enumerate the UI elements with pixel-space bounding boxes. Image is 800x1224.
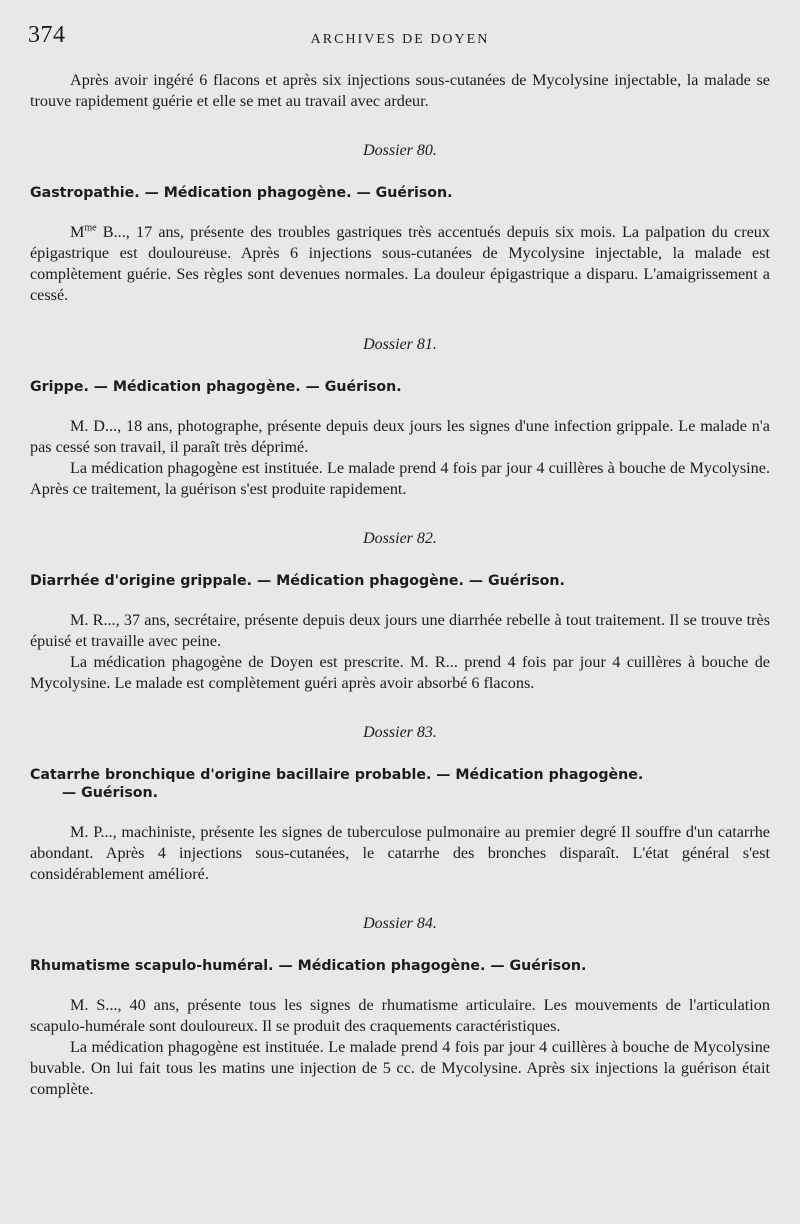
dossier-label: Dossier 81. xyxy=(363,336,437,353)
case-paragraph xyxy=(30,222,770,306)
case-paragraph: M. R..., 37 ans, secrétaire, présente depuis deux jours une diarrhée rebelle à tout traitement. Il se trouve très épuisé et travaille avec peine. xyxy=(30,611,770,650)
page-body xyxy=(30,70,770,1100)
case-paragraph: M. D..., 18 ans, photographe, présente depuis deux jours les signes d'une infection grippale. Le malade n'a pas cessé son travail, il paraît très déprimé. xyxy=(30,417,770,456)
case-heading: Gastropathie. — Médication phagogène. — Guérison. xyxy=(30,185,453,201)
dossier-label: Dossier 80. xyxy=(363,142,437,159)
title-abbreviation: M xyxy=(70,223,85,241)
page-number: 374 xyxy=(28,22,66,48)
page-header xyxy=(28,22,772,52)
dossier-label: Dossier 84. xyxy=(363,915,437,932)
case-heading: Rhumatisme scapulo-huméral. — Médication phagogène. — Guérison. xyxy=(30,958,587,974)
paragraph-text: B..., 17 ans, présente des troubles gastriques très accentués depuis six mois. La palpation du creux épigastrique est douloureuse. Après 6 injections sous-cutanées de Mycolysine injectable, la malade est complètement guérie. Ses règles sont devenues normales. La douleur épigastrique a disparu. L'amaigrissement a cessé. xyxy=(30,223,770,304)
case-dossier-80 xyxy=(30,142,770,306)
case-heading-continuation: — Guérison. xyxy=(62,785,159,801)
case-heading: Grippe. — Médication phagogène. — Guérison. xyxy=(30,379,402,395)
intro-paragraph: Après avoir ingéré 6 flacons et après six injections sous-cutanées de Mycolysine injectable, la malade se trouve rapidement guérie et elle se met au travail avec ardeur. xyxy=(30,71,770,110)
case-paragraph: La médication phagogène est instituée. Le malade prend 4 fois par jour 4 cuillères à bouche de Mycolysine buvable. On lui fait tous les matins une injection de 5 cc. de Mycolysine. Après six injections la guérison était complète. xyxy=(30,1038,770,1098)
dossier-label: Dossier 83. xyxy=(363,724,437,741)
case-heading: Diarrhée d'origine grippale. — Médication phagogène. — Guérison. xyxy=(30,573,565,589)
dossier-label: Dossier 82. xyxy=(363,530,437,547)
case-paragraph: M. P..., machiniste, présente les signes de tuberculose pulmonaire au premier degré Il souffre d'un catarrhe abondant. Après 4 injections sous-cutanées, le catarrhe des bronches disparaît. L'état général s'est considérablement amélioré. xyxy=(30,823,770,883)
running-title: ARCHIVES DE DOYEN xyxy=(310,32,490,47)
case-dossier-84 xyxy=(30,915,770,1100)
case-dossier-81 xyxy=(30,336,770,500)
case-paragraph: La médication phagogène de Doyen est prescrite. M. R... prend 4 fois par jour 4 cuillères à bouche de Mycolysine. Le malade est complètement guéri après avoir absorbé 6 flacons. xyxy=(30,653,770,692)
case-paragraph: M. S..., 40 ans, présente tous les signes de rhumatisme articulaire. Les mouvements de l'articulation scapulo-humérale sont douloureux. Il se produit des craquements caractéristiques. xyxy=(30,996,770,1035)
case-dossier-82 xyxy=(30,530,770,694)
case-heading-line: Catarrhe bronchique d'origine bacillaire probable. — Médication phagogène. xyxy=(30,767,644,783)
title-superscript: me xyxy=(84,222,97,234)
case-paragraph: La médication phagogène est instituée. Le malade prend 4 fois par jour 4 cuillères à bouche de Mycolysine. Après ce traitement, la guérison s'est produite rapidement. xyxy=(30,459,770,498)
case-heading xyxy=(30,766,770,802)
case-dossier-83 xyxy=(30,724,770,885)
